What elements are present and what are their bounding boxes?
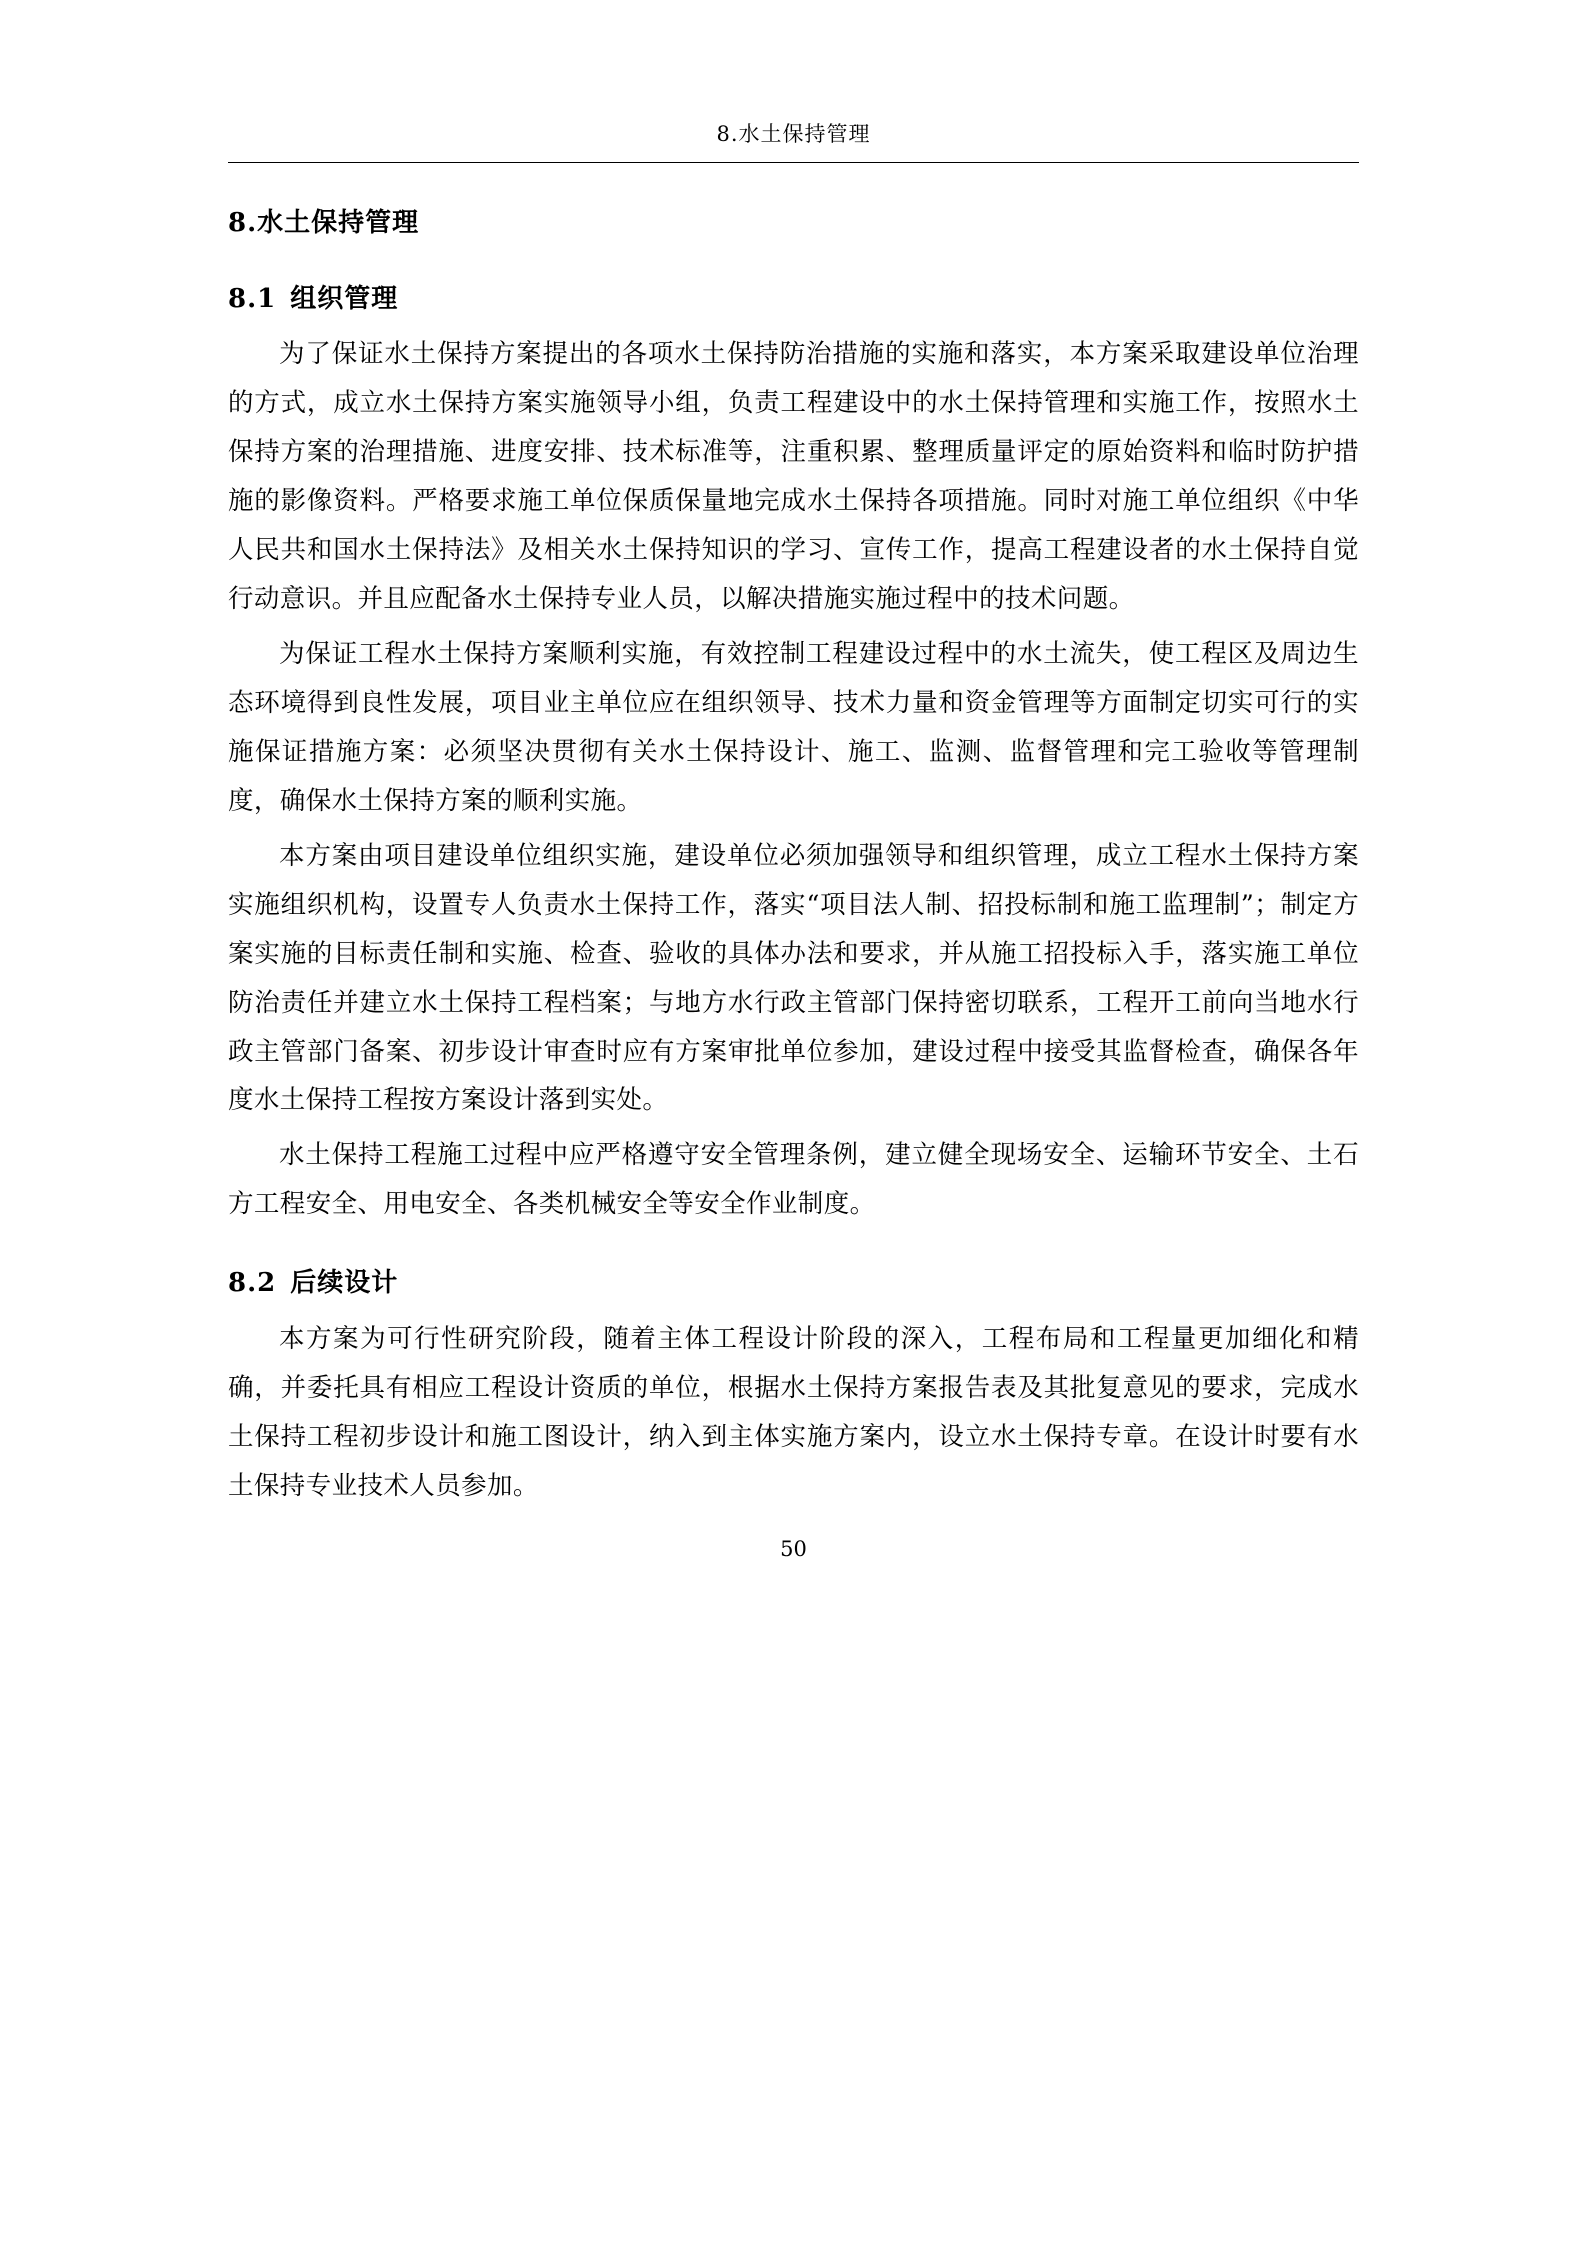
subsection-title: 组织管理 [290,283,399,314]
paragraph: 水土保持工程施工过程中应严格遵守安全管理条例，建立健全现场安全、运输环节安全、土石方工程安全、用电安全、各类机械安全等安全作业制度。 [228,1140,1359,1220]
subsection-number: 8.1 [228,283,277,314]
subsection-number: 8.2 [228,1268,277,1299]
paragraph: 本方案为可行性研究阶段，随着主体工程设计阶段的深入，工程布局和工程量更加细化和精确，并委托具有相应工程设计资质的单位，根据水土保持方案报告表及其批复意见的要求，完成水土保持工程初步设计和施工图设计，纳入到主体实施方案内，设立水土保持专章。在设计时要有水土保持专业技术人员参加。 [228,1323,1359,1501]
subsection-heading-8-2 [228,1263,1359,1305]
page-header [0,0,1587,148]
page-title: 8.水土保持管理 [228,208,420,238]
running-header-text: 8.水土保持管理 [716,122,871,146]
subsection-heading-8-1 [228,279,1359,321]
paragraph: 为保证工程水土保持方案顺利实施，有效控制工程建设过程中的水土流失，使工程区及周边生态环境得到良性发展，项目业主单位应在组织领导、技术力量和资金管理等方面制定切实可行的实施保证措施方案：必须坚决贯彻有关水土保持设计、施工、监测、监督管理和完工验收等管理制度，确保水土保持方案的顺利实施。 [228,638,1359,816]
document-body [228,163,1359,1601]
subsection-title: 后续设计 [290,1268,399,1299]
page-number: 50 [780,1536,807,1561]
paragraph: 为了保证水土保持方案提出的各项水土保持防治措施的实施和落实，本方案采取建设单位治理的方式，成立水土保持方案实施领导小组，负责工程建设中的水土保持管理和实施工作，按照水土保持方案的治理措施、进度安排、技术标准等，注重积累、整理质量评定的原始资料和临时防护措施的影像资料。严格要求施工单位保质保量地完成水土保持各项措施。同时对施工单位组织《中华人民共和国水土保持法》及相关水土保持知识的学习、宣传工作，提高工程建设者的水土保持自觉行动意识。并且应配备水土保持专业人员，以解决措施实施过程中的技术问题。 [228,339,1359,614]
paragraph: 本方案由项目建设单位组织实施，建设单位必须加强领导和组织管理，成立工程水土保持方案实施组织机构，设置专人负责水土保持工作，落实“项目法人制、招投标制和施工监理制”；制定方案实施的目标责任制和实施、检查、验收的具体办法和要求，并从施工招投标入手，落实施工单位防治责任并建立水土保持工程档案；与地方水行政主管部门保持密切联系，工程开工前向当地水行政主管部门备案、初步设计审查时应有方案审批单位参加，建设过程中接受其监督检查，确保各年度水土保持工程按方案设计落到实处。 [228,840,1359,1116]
